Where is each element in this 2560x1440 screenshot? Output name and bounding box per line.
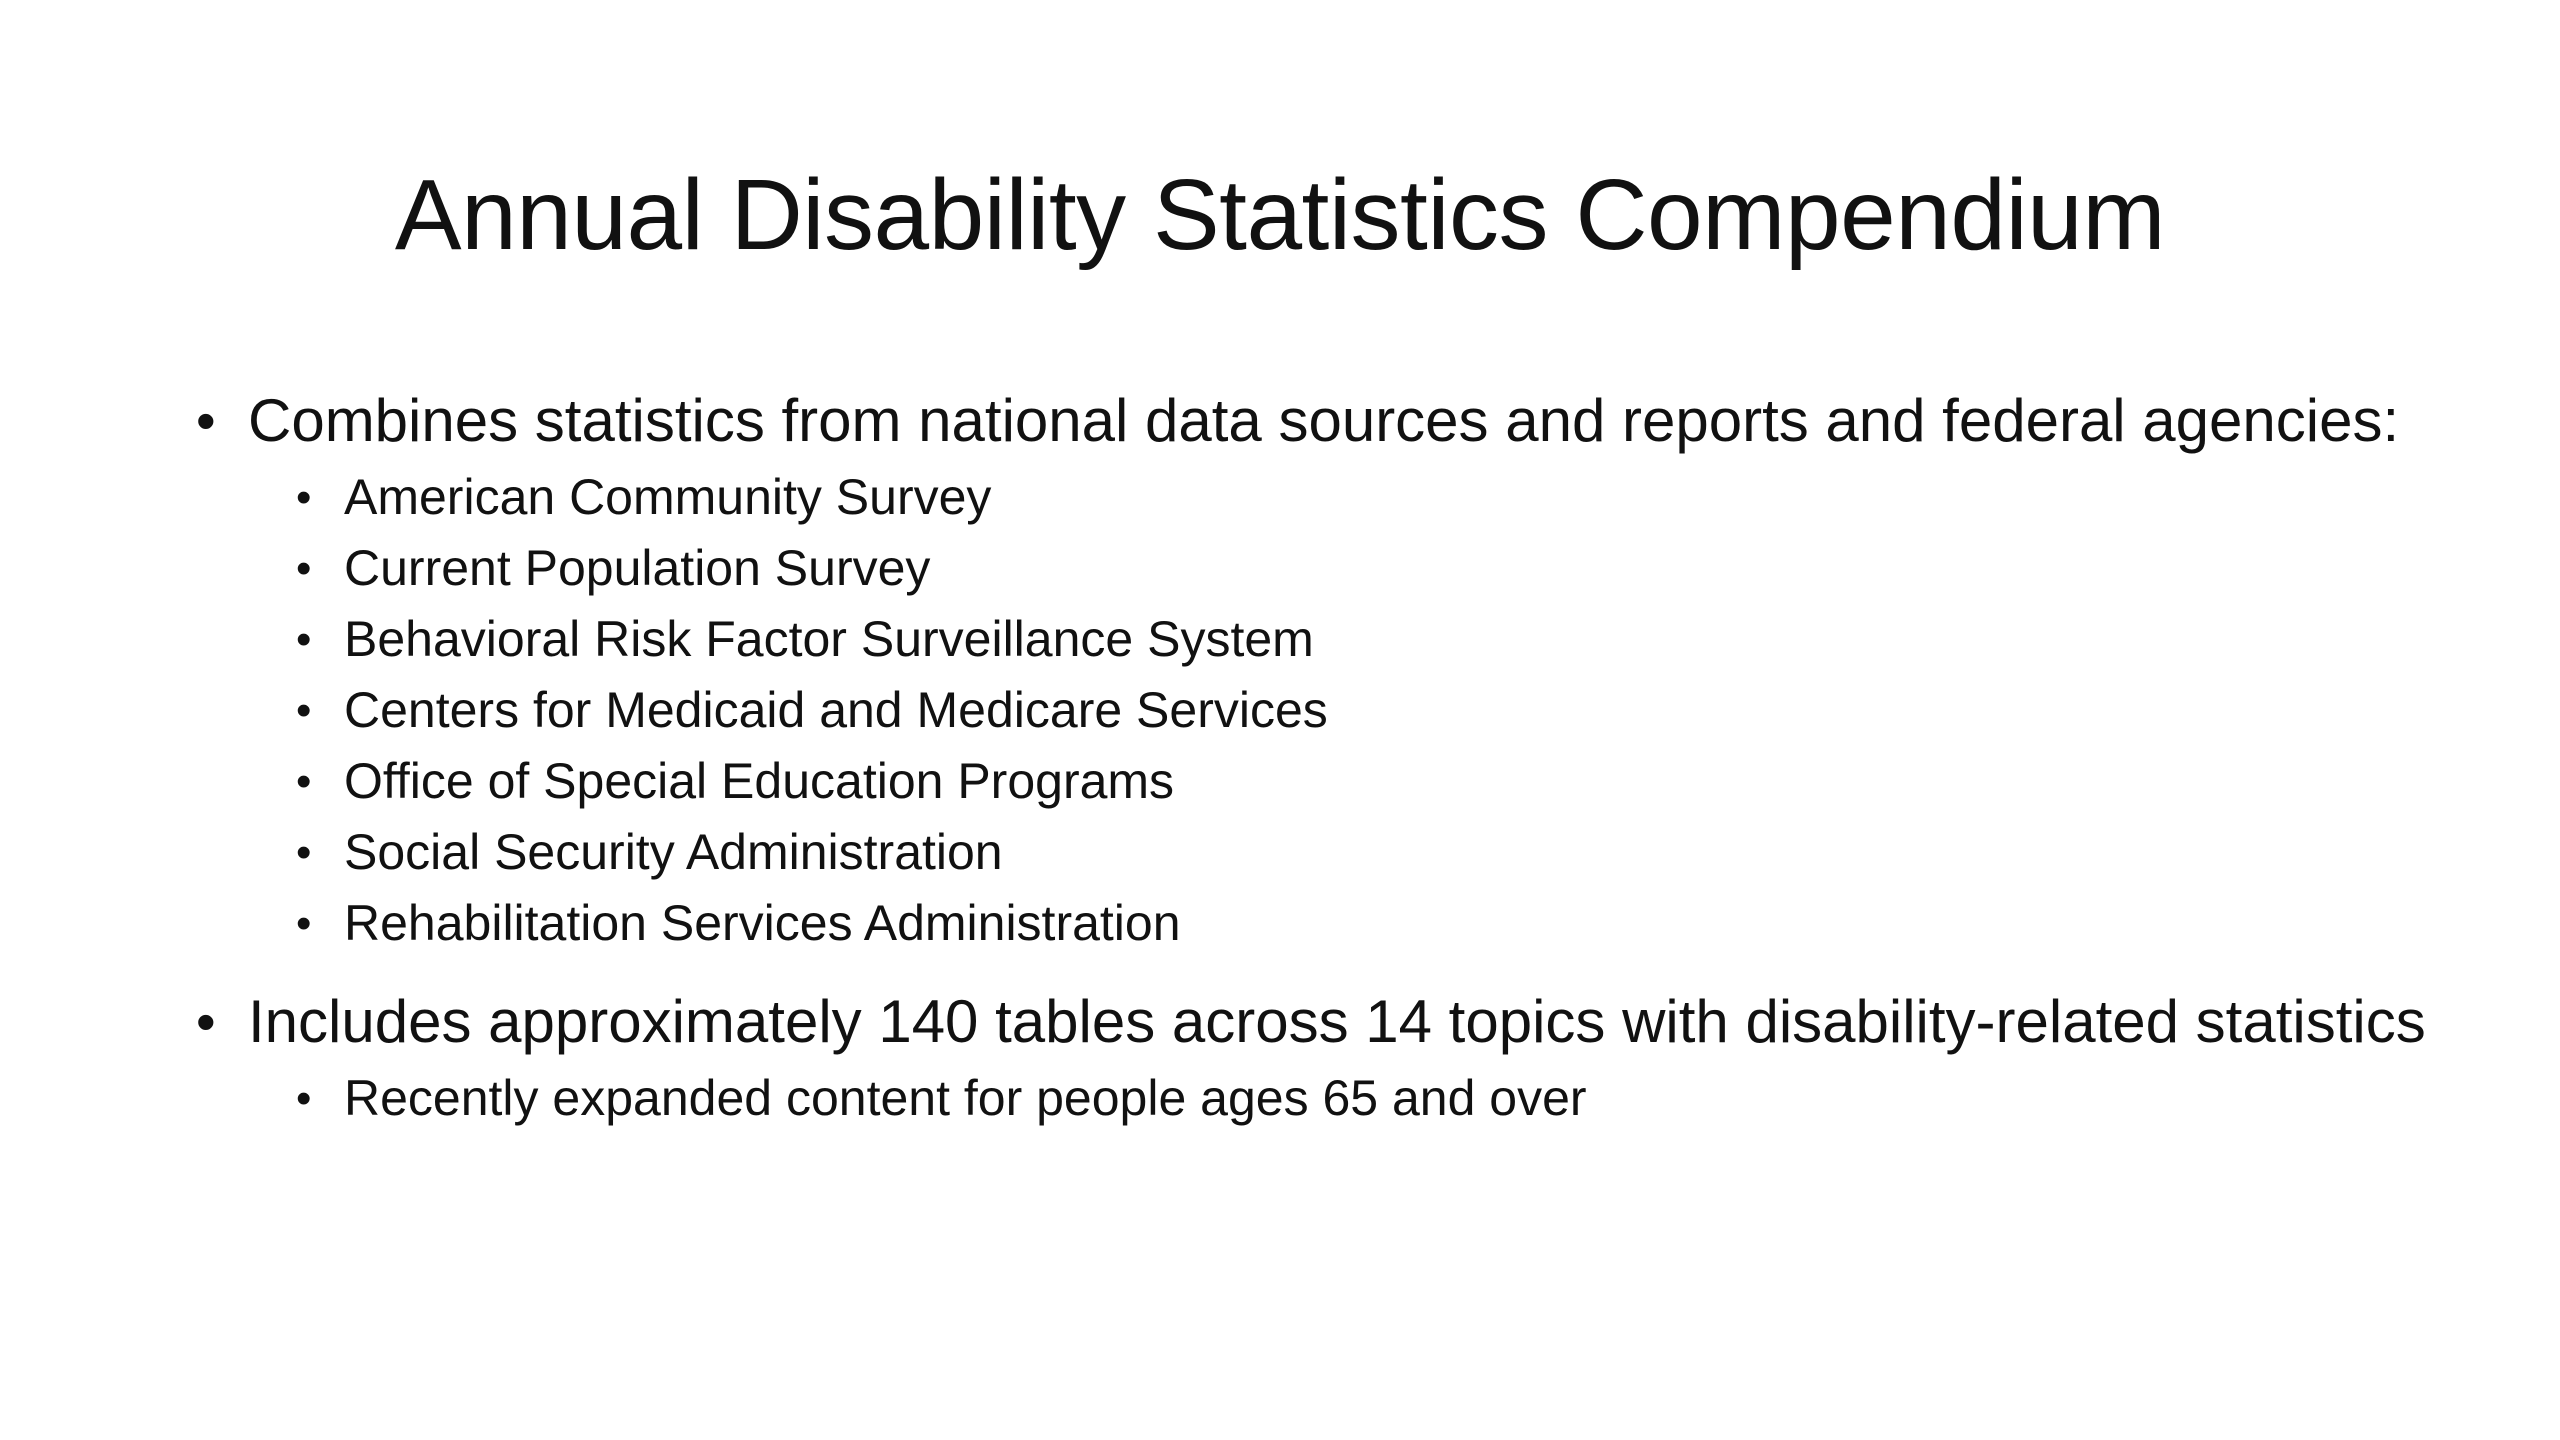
sub-bullet-item: [288, 675, 2430, 746]
sub-bullet-list: [248, 1063, 2430, 1134]
bullet-text: Combines statistics from national data sources and reports and federal agencies:: [248, 387, 2400, 454]
bullet-dot-icon: •: [296, 686, 312, 735]
sub-bullet-item: [288, 888, 2430, 959]
sub-bullet-text: Recently expanded content for people ages 65 and over: [344, 1070, 1587, 1126]
sub-bullet-item: [288, 462, 2430, 533]
sub-bullet-text: Behavioral Risk Factor Surveillance System: [344, 611, 1314, 667]
sub-bullet-item: [288, 1063, 2430, 1134]
bullet-dot-icon: •: [296, 615, 312, 664]
sub-bullet-item: [288, 746, 2430, 817]
sub-bullet-text: American Community Survey: [344, 469, 992, 525]
slide-content: [190, 388, 2430, 1164]
bullet-dot-icon: •: [296, 899, 312, 948]
sub-bullet-item: [288, 533, 2430, 604]
sub-bullet-text: Centers for Medicaid and Medicare Services: [344, 682, 1328, 738]
sub-bullet-item: [288, 604, 2430, 675]
sub-bullet-text: Current Population Survey: [344, 540, 931, 596]
bullet-dot-icon: •: [296, 828, 312, 877]
sub-bullet-text: Rehabilitation Services Administration: [344, 895, 1181, 951]
sub-bullet-text: Social Security Administration: [344, 824, 1003, 880]
bullet-dot-icon: •: [296, 757, 312, 806]
bullet-dot-icon: •: [196, 389, 216, 452]
bullet-dot-icon: •: [196, 990, 216, 1053]
bullet-dot-icon: •: [296, 544, 312, 593]
sub-bullet-item: [288, 817, 2430, 888]
bullet-text: Includes approximately 140 tables across 14 topics with disability-related statistics: [248, 988, 2426, 1055]
sub-bullet-text: Office of Special Education Programs: [344, 753, 1175, 809]
bullet-item: [190, 388, 2430, 959]
bullet-list: [190, 388, 2430, 1134]
bullet-dot-icon: •: [296, 1074, 312, 1123]
slide-title: Annual Disability Statistics Compendium: [394, 159, 2166, 271]
bullet-item: [190, 989, 2430, 1134]
bullet-dot-icon: •: [296, 473, 312, 522]
sub-bullet-list: [248, 462, 2430, 959]
